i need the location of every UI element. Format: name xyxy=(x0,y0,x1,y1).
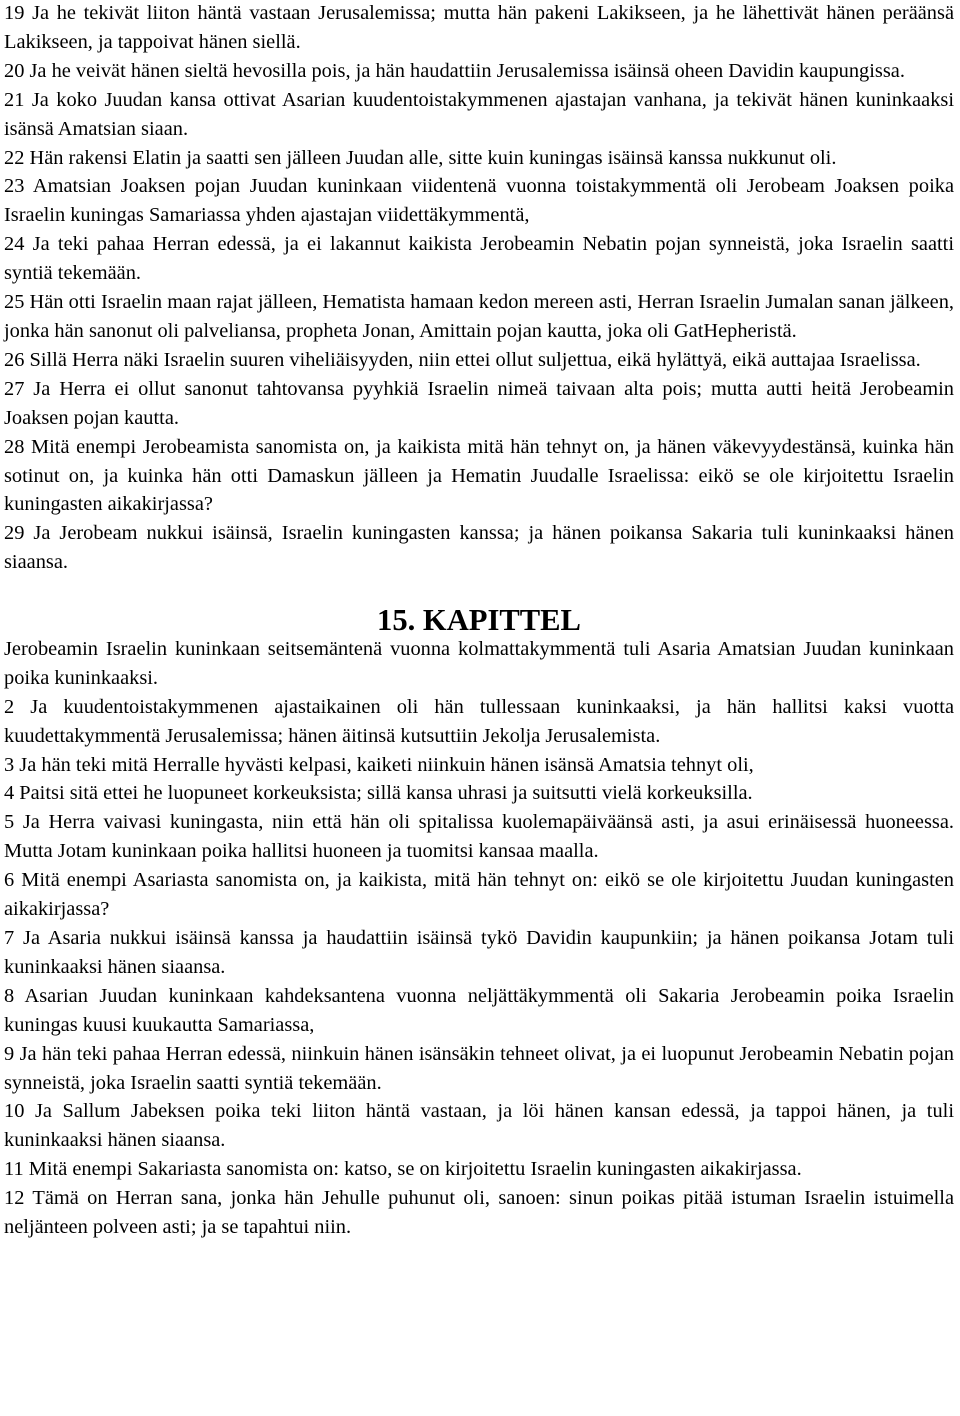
chapter-heading: 15. KAPITTEL xyxy=(377,603,581,638)
verse-29: 29 Ja Jerobeam nukkui isäinsä, Israelin kuningasten kanssa; ja hänen poikansa Sakaria tuli kuninkaaksi hänen siaansa. xyxy=(4,522,954,574)
verse-23: 23 Amatsian Joaksen pojan Juudan kuninkaan viidentenä vuonna toistakymmentä oli Jerobeam Joaksen poika Israelin kuningas Samariassa yhden ajastajan viidettäkymmentä, xyxy=(4,175,954,227)
verse-10: 10 Ja Sallum Jabeksen poika teki liiton häntä vastaan, ja löi hänen kansan edessä, ja tappoi hänen, ja tuli kuninkaaksi hänen siaansa. xyxy=(4,1100,954,1152)
verse-6: 6 Mitä enempi Asariasta sanomista on, ja kaikista, mitä hän tehnyt on: eikö se ole kirjoitettu Juudan kuningasten aikakirjassa? xyxy=(4,869,954,921)
document-page xyxy=(4,0,954,1242)
verses-after-chapter xyxy=(4,635,954,1242)
verse-28: 28 Mitä enempi Jerobeamista sanomista on, ja kaikista mitä hän tehnyt on, ja hänen väkevyydestänsä, kuinka hän sotinut on, ja kuinka hän otti Damaskun jälleen ja Hematin Juudalle Israelissa: eikö se ole kirjoitettu Israelin kuningasten aikakirjassa? xyxy=(4,435,954,516)
verse-1: Jerobeamin Israelin kuninkaan seitsemäntenä vuonna kolmattakymmentä tuli Asaria Amatsian Juudan kuninkaan poika kuninkaaksi. xyxy=(4,637,954,689)
verse-26: 26 Sillä Herra näki Israelin suuren viheliäisyyden, niin ettei ollut suljettua, eikä hylättyä, eikä auttajaa Israelissa. xyxy=(4,348,921,371)
verse-7: 7 Ja Asaria nukkui isäinsä kanssa ja haudattiin isäinsä tykö Davidin kaupunkiin; ja hänen poikansa Jotam tuli kuninkaaksi hänen siaansa. xyxy=(4,926,954,978)
verse-9: 9 Ja hän teki pahaa Herran edessä, niinkuin hänen isänsäkin tehneet olivat, ja ei luopunut Jerobeamin Nebatin pojan synneistä, joka Israelin saatti syntiä tekemään. xyxy=(4,1042,954,1094)
verse-8: 8 Asarian Juudan kuninkaan kahdeksantena vuonna neljättäkymmentä oli Sakaria Jerobeamin poika Israelin kuningas kuusi kuukautta Samariassa, xyxy=(4,984,954,1036)
verse-21: 21 Ja koko Juudan kansa ottivat Asarian kuudentoistakymmenen ajastajan vanhana, ja tekivät hänen kuninkaaksi isänsä Amatsian siaan. xyxy=(4,88,954,140)
verse-2: 2 Ja kuudentoistakymmenen ajastaikainen oli hän tullessaan kuninkaaksi, ja hän hallitsi kaksi vuotta kuudettakymmentä Jerusalemissa; hänen äitinsä kutsuttiin Jekolja Jerusalemista. xyxy=(4,695,954,747)
verse-12: 12 Tämä on Herran sana, jonka hän Jehulle puhunut oli, sanoen: sinun poikas pitää istuman Israelin istuimella neljänteen polveen asti; ja se tapahtui niin. xyxy=(4,1187,954,1239)
verse-19: 19 Ja he tekivät liiton häntä vastaan Jerusalemissa; mutta hän pakeni Lakikseen, ja he lähettivät hänen peräänsä Lakikseen, ja tappoivat hänen siellä. xyxy=(4,2,954,53)
verse-3: 3 Ja hän teki mitä Herralle hyvästi kelpasi, kaiketi niinkuin hänen isänsä Amatsia tehnyt oli, xyxy=(4,753,754,776)
verse-27: 27 Ja Herra ei ollut sanonut tahtovansa pyyhkiä Israelin nimeä taivaan alta pois; mutta autti heitä Jerobeamin Joaksen pojan kautta. xyxy=(4,377,954,429)
verse-22: 22 Hän rakensi Elatin ja saatti sen jälleen Juudan alle, sitte kuin kuningas isäinsä kanssa nukkunut oli. xyxy=(4,146,837,169)
verse-25: 25 Hän otti Israelin maan rajat jälleen, Hematista hamaan kedon mereen asti, Herran Israelin Jumalan sanan jälkeen, jonka hän sanonut oli palveliansa, propheta Jonan, Amittain pojan kautta, joka oli GatHepheristä. xyxy=(4,291,954,342)
verse-4: 4 Paitsi sitä ettei he luopuneet korkeuksista; sillä kansa uhrasi ja suitsutti vielä korkeuksilla. xyxy=(4,782,753,805)
verse-5: 5 Ja Herra vaivasi kuningasta, niin että hän oli spitalissa kuolemapäiväänsä asti, ja asui erinäisessä huoneessa. Mutta Jotam kuninkaan poika hallitsi huoneen ja tuomitsi kansaa maalla. xyxy=(4,811,954,863)
verse-24: 24 Ja teki pahaa Herran edessä, ja ei lakannut kaikista Jerobeamin Nebatin pojan synneistä, joka Israelin saatti syntiä tekemään. xyxy=(4,233,954,285)
verse-20: 20 Ja he veivät hänen sieltä hevosilla pois, ja hän haudattiin Jerusalemissa isäinsä oheen Davidin kaupungissa. xyxy=(4,59,905,82)
verses-before-chapter xyxy=(4,0,954,577)
verse-11: 11 Mitä enempi Sakariasta sanomista on: katso, se on kirjoitettu Israelin kuningasten aikakirjassa. xyxy=(4,1158,802,1181)
